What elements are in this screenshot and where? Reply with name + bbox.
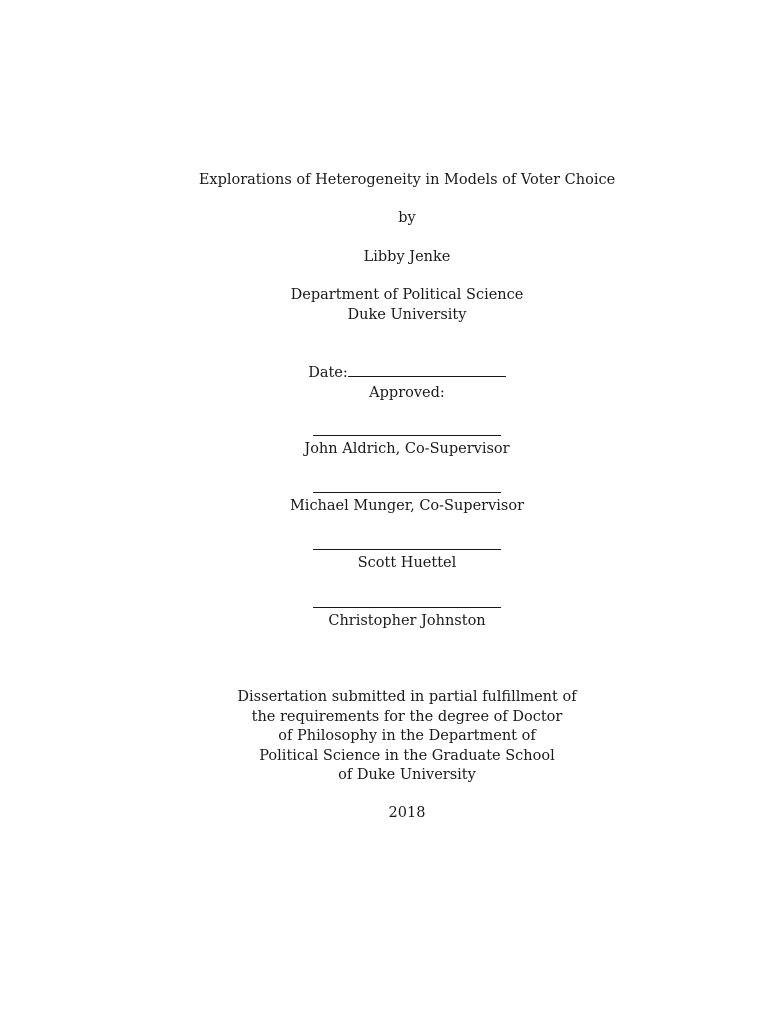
university-name: Duke University xyxy=(347,306,467,323)
dissertation-title: Explorations of Heterogeneity in Models of Voter Choice xyxy=(198,172,616,188)
committee-member-2 xyxy=(0,477,770,516)
signature-line xyxy=(313,416,501,436)
by-label: by xyxy=(398,210,416,226)
submission-year: 2018 xyxy=(388,805,426,821)
date-row xyxy=(0,362,770,384)
signature-line xyxy=(313,530,501,550)
statement-line: the requirements for the degree of Doctor xyxy=(251,708,563,725)
committee-member-name: Michael Munger, Co-Supervisor xyxy=(289,497,525,514)
committee-member-3 xyxy=(0,534,770,573)
statement-line: of Philosophy in the Department of xyxy=(278,728,536,744)
approval-block xyxy=(0,362,770,403)
date-label: Date: xyxy=(308,365,348,381)
signature-line xyxy=(313,473,501,493)
department-name: Department of Political Science xyxy=(290,287,524,303)
committee-member-1 xyxy=(0,420,770,459)
signature-line xyxy=(313,588,501,608)
by-block xyxy=(0,209,770,229)
submission-statement xyxy=(0,688,770,786)
committee-member-name: John Aldrich, Co-Supervisor xyxy=(304,440,510,457)
approved-label: Approved: xyxy=(369,384,445,401)
statement-line: Dissertation submitted in partial fulfillment of xyxy=(237,689,577,705)
committee-member-name: Christopher Johnston xyxy=(328,612,486,629)
author-name: Libby Jenke xyxy=(363,249,451,265)
committee-member-name: Scott Huettel xyxy=(357,554,457,571)
date-blank-line xyxy=(348,362,506,377)
dissertation-title-block xyxy=(0,171,770,191)
committee-member-4 xyxy=(0,592,770,631)
author-block xyxy=(0,248,770,268)
statement-line: of Duke University xyxy=(338,767,476,783)
statement-line: Political Science in the Graduate School xyxy=(259,747,555,764)
affiliation-block xyxy=(0,286,770,325)
year-block xyxy=(0,804,770,824)
